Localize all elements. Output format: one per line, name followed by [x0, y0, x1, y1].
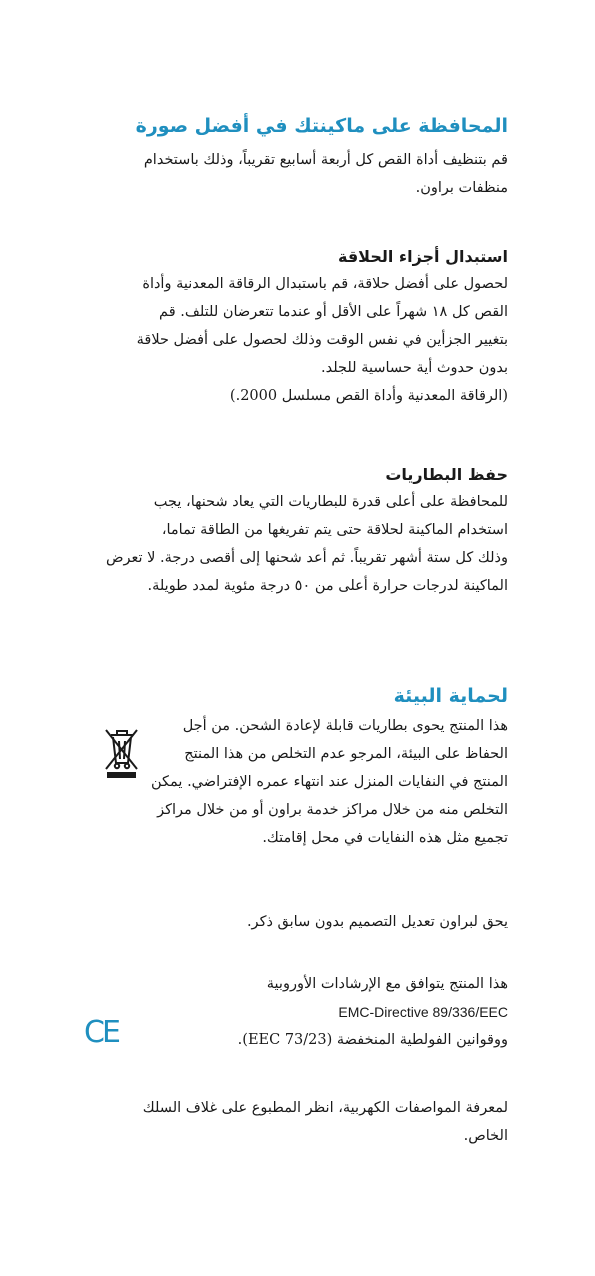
- batteries-heading: حفظ البطاريات: [385, 465, 508, 484]
- specs-line-2: الخاص.: [463, 1128, 508, 1144]
- environment-section: [88, 682, 508, 852]
- ce-mark-text: CE: [84, 1016, 118, 1046]
- environment-line-3: المنتج في النفايات المنزل عند انتهاء عمره الإفتراضي. يمكن: [151, 774, 508, 790]
- rights-text: يحق لبراون تعديل التصميم بدون سابق ذكر.: [246, 914, 508, 930]
- batteries-section: [88, 462, 508, 600]
- compliance-line-3: ووقوانين الفولطية المنخفضة (73/23 EEC).: [237, 1032, 508, 1048]
- specs-line-1: لمعرفة المواصفات الكهربية، انظر المطبوع على غلاف السلك: [142, 1100, 508, 1116]
- care-line-1: قم بتنظيف أداة القص كل أربعة أسابيع تقريباً، وذلك باستخدام: [143, 152, 508, 168]
- environment-line-2: الحفاظ على البيئة، المرجو عدم التخلص من هذا المنتج: [184, 746, 508, 762]
- parts-section: [88, 244, 508, 410]
- ce-mark-icon: [84, 1016, 126, 1046]
- environment-line-1: هذا المنتج يحوى بطاريات قابلة لإعادة الشحن. من أجل: [182, 718, 508, 734]
- parts-line-5: (الرقاقة المعدنية وأداة القص مسلسل 2000.): [229, 388, 508, 404]
- environment-line-4: التخلص منه من خلال مراكز خدمة براون أو من خلال مراكز: [157, 802, 508, 818]
- batteries-line-2: استخدام الماكينة لحلاقة حتى يتم تفريغها من الطاقة تماما،: [161, 522, 508, 538]
- parts-line-2: القص كل ١٨ شهراً على الأقل أو عندما تتعرضان للتلف. قم: [159, 304, 508, 320]
- rights-section: [88, 908, 508, 936]
- environment-heading: لحماية البيئة: [393, 685, 508, 707]
- parts-line-3: بتغيير الجزأين في نفس الوقت وذلك لحصول على أفضل حلاقة: [136, 332, 508, 348]
- care-heading: المحافظة على ماكينتك في أفضل صورة: [135, 115, 508, 137]
- batteries-line-3: وذلك كل ستة أشهر تقريباً. ثم أعد شحنها إلى أقصى درجة. لا تعرض: [105, 550, 508, 566]
- crossed-out-bin-icon: [103, 727, 139, 779]
- batteries-line-4: الماكينة لدرجات حرارة أعلى من ٥٠ درجة مئوية لمدد طويلة.: [147, 578, 508, 594]
- care-section: [88, 112, 508, 202]
- care-line-2: منظفات براون.: [415, 180, 508, 196]
- parts-heading: استبدال أجزاء الحلاقة: [337, 247, 508, 266]
- environment-line-5: تجميع مثل هذه النفايات في محل إقامتك.: [262, 830, 508, 846]
- parts-line-1: لحصول على أفضل حلاقة، قم باستبدال الرقاقة المعدنية وأداة: [142, 276, 508, 292]
- batteries-line-1: للمحافظة على أعلى قدرة للبطاريات التي يعاد شحنها، يجب: [153, 494, 508, 510]
- specs-section: [88, 1094, 508, 1150]
- compliance-line-1: هذا المنتج يتوافق مع الإرشادات الأوروبية: [266, 976, 508, 992]
- parts-line-4: بدون حدوث أية حساسية للجلد.: [320, 360, 508, 376]
- compliance-section: [88, 970, 508, 1054]
- compliance-directive: EMC-Directive 89/336/EEC: [338, 1004, 508, 1020]
